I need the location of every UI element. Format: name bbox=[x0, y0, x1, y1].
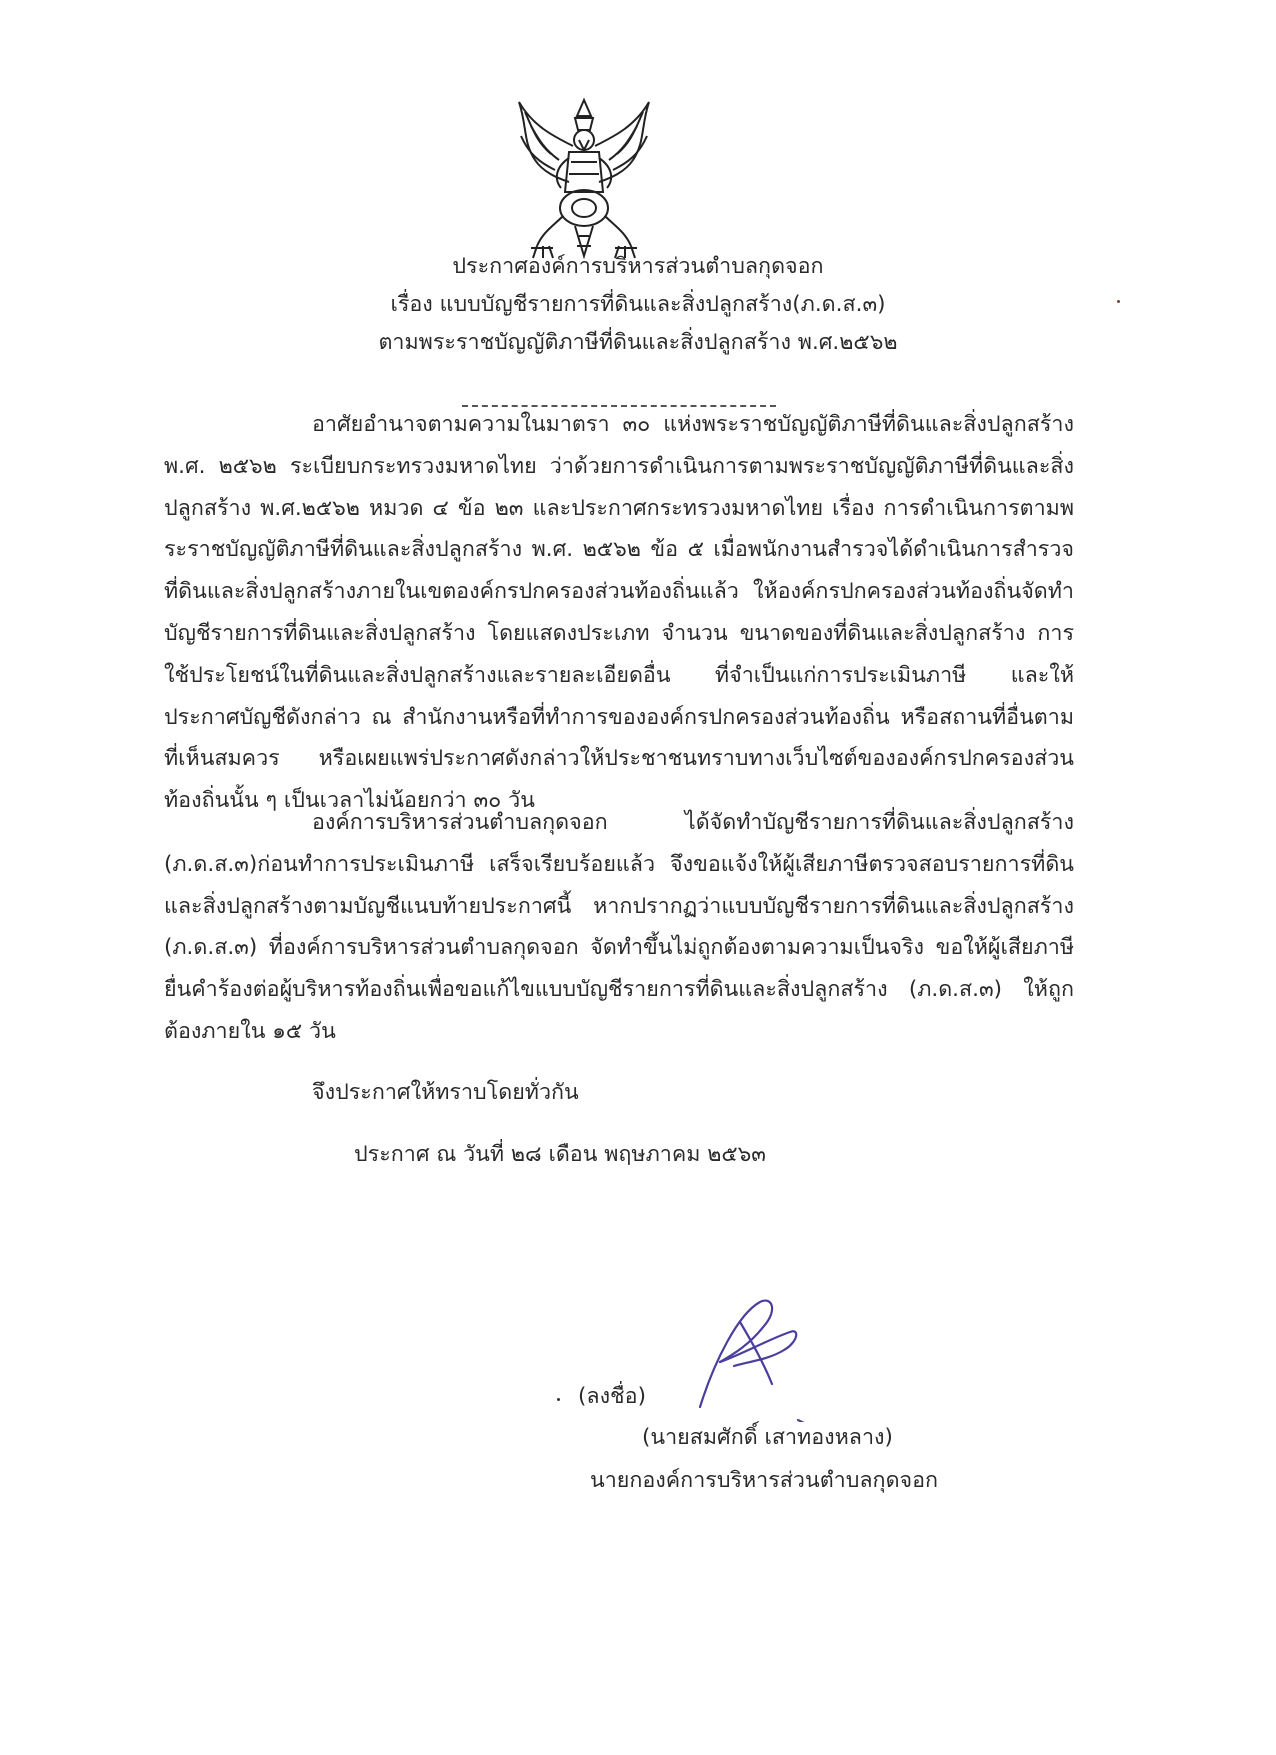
handwritten-signature bbox=[680, 1292, 830, 1422]
signer-title: นายกองค์การบริหารส่วนตำบลกุดจอก bbox=[590, 1468, 939, 1493]
signer-name: (นายสมศักดิ์ เสาทองหลาง) bbox=[642, 1425, 893, 1450]
closing-line: จึงประกาศให้ทราบโดยทั่วกัน bbox=[312, 1080, 579, 1105]
date-line: ประกาศ ณ วันที่ ๒๘ เดือน พฤษภาคม ๒๕๖๓ bbox=[354, 1142, 767, 1167]
signature-label: (ลงชื่อ) bbox=[578, 1384, 646, 1409]
scan-speck bbox=[1117, 300, 1120, 303]
heading-line-1: ประกาศองค์การบริหารส่วนตำบลกุดจอก bbox=[452, 254, 824, 279]
garuda-emblem-icon bbox=[513, 96, 655, 261]
heading-line-3: ตามพระราชบัญญัติภาษีที่ดินและสิ่งปลูกสร้าง พ.ศ.๒๕๖๒ bbox=[378, 330, 898, 355]
stray-mark bbox=[557, 1398, 560, 1401]
body-paragraph-1: อาศัยอำนาจตามความในมาตรา ๓๐ แห่งพระราชบัญญัติภาษีที่ดินและสิ่งปลูกสร้าง พ.ศ. ๒๕๖๒ ระเบียบกระทรวงมหาดไทย ว่าด้วยการดำเนินการตามพระราชบัญญัติภาษีที่ดินและสิ่งปลูกสร้าง พ.ศ.๒๕๖๒ หมวด ๔ ข้อ ๒๓ และประกาศกระทรวงมหาดไทย เรื่อง การดำเนินการตามพระราชบัญญัติภาษีที่ดินและสิ่งปลูกสร้าง พ.ศ. ๒๕๖๒ ข้อ ๕ เมื่อพนักงานสำรวจได้ดำเนินการสำรวจที่ดินและสิ่งปลูกสร้างภายในเขตองค์กรปกครองส่วนท้องถิ่นแล้ว ให้องค์กรปกครองส่วนท้องถิ่นจัดทำบัญชีรายการที่ดินและสิ่งปลูกสร้าง โดยแสดงประเภท จำนวน ขนาดของที่ดินและสิ่งปลูกสร้าง การใช้ประโยชน์ในที่ดินและสิ่งปลูกสร้างและรายละเอียดอื่น ที่จำเป็นแก่การประเมินภาษี และให้ประกาศบัญชีดังกล่าว ณ สำนักงานหรือที่ทำการขององค์กรปกครองส่วนท้องถิ่น หรือสถานที่อื่นตามที่เห็นสมควร หรือเผยแพร่ประกาศดังกล่าวให้ประชาชนทราบทางเว็บไซต์ขององค์กรปกครองส่วนท้องถิ่นนั้น ๆ เป็นเวลาไม่น้อยกว่า ๓๐ วัน bbox=[164, 412, 1074, 814]
body-paragraph-2: องค์การบริหารส่วนตำบลกุดจอก ได้จัดทำบัญชีรายการที่ดินและสิ่งปลูกสร้าง (ภ.ด.ส.๓)ก่อนทำการประเมินภาษี เสร็จเรียบร้อยแล้ว จึงขอแจ้งให้ผู้เสียภาษีตรวจสอบรายการที่ดินและสิ่งปลูกสร้างตามบัญชีแนบท้ายประกาศนี้ หากปรากฏว่าแบบบัญชีรายการที่ดินและสิ่งปลูกสร้าง (ภ.ด.ส.๓) ที่องค์การบริหารส่วนตำบลกุดจอก จัดทำขึ้นไม่ถูกต้องตามความเป็นจริง ขอให้ผู้เสียภาษียื่นคำร้องต่อผู้บริหารท้องถิ่นเพื่อขอแก้ไขแบบบัญชีรายการที่ดินและสิ่งปลูกสร้าง (ภ.ด.ส.๓) ให้ถูกต้องภายใน ๑๕ วัน bbox=[164, 810, 1074, 1044]
heading-line-2: เรื่อง แบบบัญชีรายการที่ดินและสิ่งปลูกสร้าง(ภ.ด.ส.๓) bbox=[390, 292, 886, 317]
